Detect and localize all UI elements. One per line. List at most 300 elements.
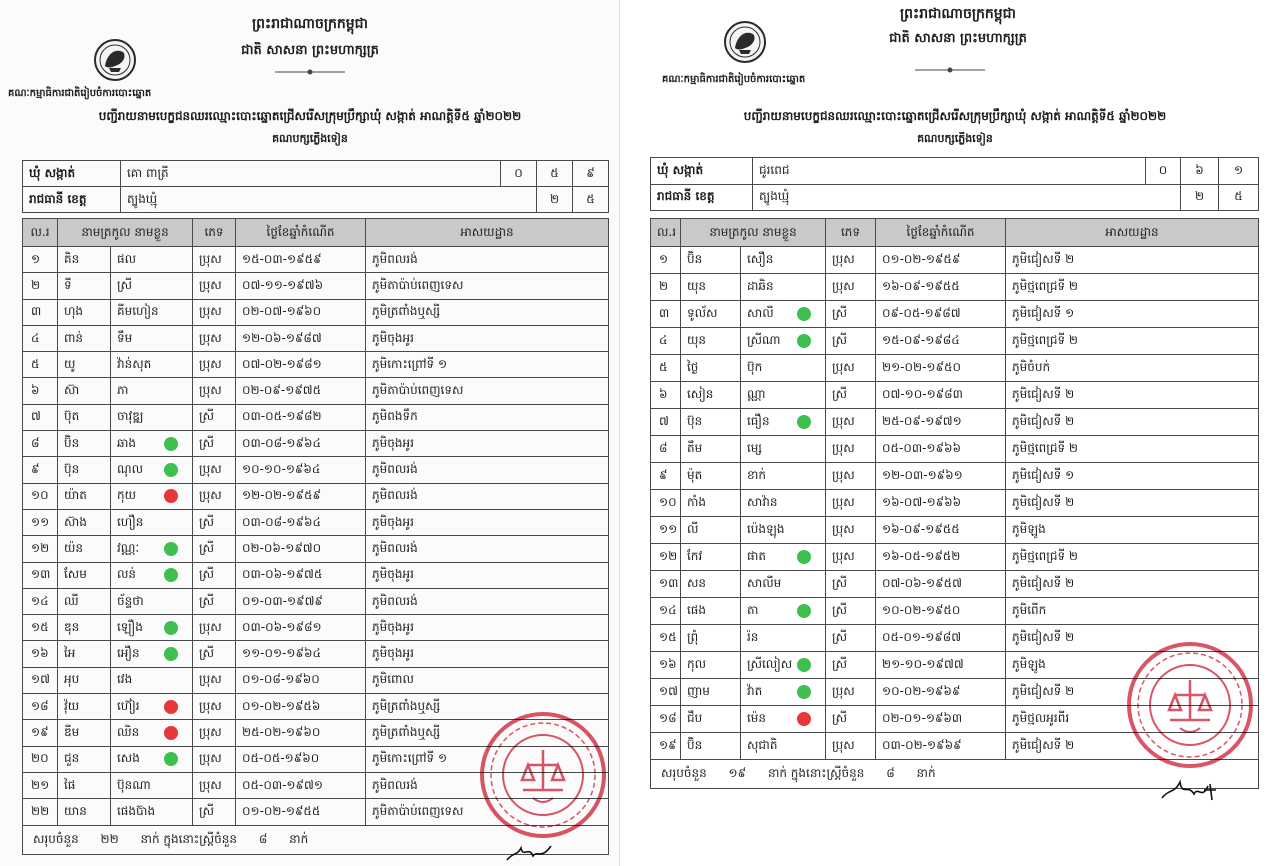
no-text: ៤ (31, 330, 40, 345)
table-row (23, 772, 609, 798)
cell-sex (193, 273, 236, 299)
green-status-dot (797, 685, 811, 699)
address-text: ភូមិចុងអូរ (372, 514, 414, 529)
cell-given (111, 325, 193, 351)
cell-no (23, 772, 58, 798)
sex-text: ស្រី (832, 630, 847, 644)
province-row (23, 187, 609, 213)
summary-women: ៨ (258, 831, 268, 846)
cell-dob (236, 325, 366, 351)
cell-dob (876, 382, 1006, 409)
header-divider (915, 66, 985, 74)
commune-code-digit: ៦ (1181, 158, 1219, 185)
address-text: ភូមិថ្មលអូរពីរ (1012, 711, 1070, 725)
red-status-dot (164, 700, 178, 714)
cell-sex (193, 483, 236, 509)
province-label: រាជធានី ខេត្ត (23, 187, 121, 213)
cell-dob (236, 799, 366, 825)
sex-text: ស្រី (199, 803, 214, 818)
cell-sex (193, 431, 236, 457)
dob-text: ០៣-០៦-១៩៨១ (242, 619, 322, 634)
summary-women: ៨ (886, 766, 895, 780)
cell-address (1006, 598, 1259, 625)
dob-text: ០២-០៩-១៩៧៥ (242, 383, 322, 398)
cell-address (1006, 625, 1259, 652)
surname-text: លី (687, 522, 699, 536)
cell-sex (193, 509, 236, 535)
given-text: ណ្ណា (747, 387, 766, 401)
dob-text: ០១-០៨-១៩៦០ (242, 672, 320, 687)
location-table (650, 157, 1259, 211)
surname-text: ប៊ុន (687, 414, 703, 428)
sex-text: ស្រី (832, 387, 847, 401)
surname-text: យ៉ន (64, 540, 84, 555)
address-text: ភូមិជៀសទី ២ (1012, 387, 1075, 401)
given-text: សឿន (747, 252, 774, 266)
surname-text: វ៉ុយ (64, 698, 80, 713)
address-text: ភូមិជៀសទី ២ (1012, 576, 1075, 590)
surname-text: ប៊ុត (64, 409, 80, 424)
dob-text: ០៣-០៦-១៩៧៥ (242, 567, 323, 582)
cell-surname (681, 598, 741, 625)
cell-address (1006, 679, 1259, 706)
cell-dob (876, 436, 1006, 463)
cell-given (111, 299, 193, 325)
given-text: ភា (117, 383, 129, 398)
given-text: វេង (117, 672, 133, 687)
surname-text: យូ (64, 356, 76, 371)
table-row (651, 328, 1259, 355)
dob-text: ០២-០៦-១៩៧០ (242, 540, 322, 555)
cell-given (111, 746, 193, 772)
table-row (651, 355, 1259, 382)
cell-surname (58, 378, 111, 404)
cell-no (23, 378, 58, 404)
sex-text: ប្រុស (832, 279, 855, 293)
sex-text: ស្រី (832, 603, 847, 617)
column-header-address: អាសយដ្ឋាន (1006, 219, 1259, 247)
no-text: ១២ (659, 549, 678, 563)
cell-sex (826, 544, 876, 571)
dob-text: ០៣-០៨-១៩៦៤ (242, 514, 321, 529)
candidate-list-page-left (0, 0, 620, 866)
table-row (23, 431, 609, 457)
summary-unit: នាក់ (916, 766, 936, 780)
column-header-name: នាមត្រកូល នាមខ្លួន (58, 219, 193, 247)
given-text: សាលីម (747, 576, 782, 590)
cell-dob (236, 509, 366, 535)
cell-given (111, 562, 193, 588)
cell-sex (193, 588, 236, 614)
cell-dob (876, 490, 1006, 517)
cell-dob (876, 355, 1006, 382)
cell-sex (193, 615, 236, 641)
sex-text: ប្រុស (199, 777, 222, 792)
cell-given (741, 706, 826, 733)
cell-sex (826, 409, 876, 436)
given-text: ផាត (747, 549, 767, 563)
sex-text: ស្រី (199, 435, 214, 450)
given-text: វ៉ាន់សុត (117, 356, 152, 371)
address-text: ភូមិជៀសទី ២ (1012, 684, 1075, 698)
cell-address (1006, 328, 1259, 355)
column-header-dob: ថ្ងៃខែឆ្នាំកំណើត (236, 219, 366, 247)
surname-text: ពាន់ (64, 330, 84, 345)
green-status-dot (797, 334, 811, 348)
cell-sex (826, 328, 876, 355)
cell-address (366, 273, 609, 299)
address-text: ភូមិចុងអូរ (372, 646, 414, 661)
cell-dob (876, 517, 1006, 544)
surname-text: កុល (687, 657, 707, 671)
cell-surname (58, 720, 111, 746)
given-text: តា (747, 603, 759, 617)
sex-text: ប្រុស (199, 751, 222, 766)
surname-text: ឌីម (64, 724, 80, 739)
address-text: ភូមិត្រពាំងឬស្សី (372, 724, 441, 739)
green-status-dot (164, 437, 178, 451)
table-row (651, 409, 1259, 436)
sex-text: ស្រី (832, 306, 847, 320)
no-text: ១៨ (659, 711, 677, 725)
no-text: ៧ (31, 409, 41, 424)
cell-surname (58, 457, 111, 483)
province-value: ត្បូងឃ្មុំ (121, 187, 537, 213)
cell-no (23, 694, 58, 720)
province-code-digit: ៥ (573, 187, 609, 213)
address-text: ភូមិថ្មពេជ្រទី ២ (1012, 279, 1078, 293)
cell-no (651, 301, 681, 328)
summary-cell (23, 825, 609, 854)
cell-given (741, 382, 826, 409)
cell-sex (193, 404, 236, 430)
green-status-dot (797, 658, 811, 672)
dob-text: ១៥-០៩-១៩៨៤ (882, 333, 960, 347)
party-name: គណបក្សភ្លើងទៀន (917, 132, 993, 145)
cell-dob (876, 652, 1006, 679)
no-text: ១០ (31, 488, 49, 503)
table-row (651, 625, 1259, 652)
no-text: ២ (659, 279, 669, 293)
cell-given (111, 588, 193, 614)
cell-given (111, 352, 193, 378)
cell-no (23, 404, 58, 430)
sex-text: ប្រុស (199, 698, 222, 713)
cell-given (111, 509, 193, 535)
sex-text: ប្រុស (199, 462, 222, 477)
address-text: ភូមិចុងអូរ (372, 567, 414, 582)
column-header-no: ល.រ (651, 219, 681, 247)
committee-name: គណៈកម្មាធិការជាតិរៀបចំការបោះឆ្នោត (8, 88, 152, 99)
cell-dob (236, 641, 366, 667)
table-row (23, 457, 609, 483)
dob-text: ១៦-០៩-១៩៥៥ (882, 279, 960, 293)
address-text: ភូមិជៀសទី ២ (1012, 414, 1075, 428)
dob-text: ០២-០១-១៩៦៣ (882, 711, 963, 725)
cell-surname (681, 679, 741, 706)
cell-surname (681, 301, 741, 328)
address-text: ភូមិពើក (1012, 603, 1047, 617)
table-row (23, 641, 609, 667)
candidate-table-body (651, 247, 1259, 760)
sex-text: ស្រី (199, 646, 214, 661)
green-status-dot (797, 415, 811, 429)
given-text: ម៉េន (747, 711, 767, 725)
no-text: ១៤ (31, 593, 49, 608)
column-header-name: នាមត្រកូល នាមខ្លួន (681, 219, 826, 247)
address-text: ភូមិត្រពាំងឬស្សី (372, 698, 441, 713)
no-text: ៩ (659, 468, 668, 482)
address-text: ភូមិជៀសទី ២ (1012, 738, 1075, 752)
given-text: កុយ (117, 488, 137, 503)
cell-no (23, 588, 58, 614)
green-status-dot (797, 550, 811, 564)
given-text: លន់ (117, 567, 137, 582)
table-row (23, 562, 609, 588)
table-row (651, 571, 1259, 598)
cell-given (741, 571, 826, 598)
cell-sex (193, 247, 236, 273)
cell-dob (236, 378, 366, 404)
no-text: ១១ (659, 522, 678, 536)
surname-text: ប៊ិន (64, 435, 80, 450)
no-text: ១៥ (31, 619, 49, 634)
cell-dob (236, 299, 366, 325)
cell-dob (236, 694, 366, 720)
cell-no (23, 720, 58, 746)
cell-no (23, 746, 58, 772)
cell-surname (681, 517, 741, 544)
address-text: ភូមិឡូង (1012, 522, 1046, 536)
address-text: ភូមិពងទឹក (372, 409, 418, 424)
sex-text: ស្រី (199, 409, 214, 424)
no-text: ១៩ (659, 738, 677, 752)
summary-row (651, 760, 1259, 789)
cell-no (651, 355, 681, 382)
cell-no (23, 352, 58, 378)
table-row (23, 273, 609, 299)
cell-given (741, 652, 826, 679)
dob-text: ០១-០២-១៩៥៩ (882, 252, 961, 266)
cell-address (366, 746, 609, 772)
cell-address (1006, 463, 1259, 490)
province-label: រាជធានី ខេត្ត (651, 184, 753, 211)
commune-value: ជូរពេជ (753, 158, 1146, 185)
dob-text: ០៣-០៥-១៩៨២ (242, 409, 322, 424)
no-text: ៩ (31, 462, 40, 477)
cell-no (651, 247, 681, 274)
cell-no (23, 562, 58, 588)
table-row (651, 490, 1259, 517)
cell-address (366, 667, 609, 693)
dob-text: ១២-០៣-១៩៦១ (882, 468, 963, 482)
table-row (23, 720, 609, 746)
document-title: បញ្ជីរាយនាមបេក្ខជនឈរឈ្មោះបោះឆ្នោតជ្រើសរើសក្រុមប្រឹក្សាឃុំ សង្កាត់ អាណត្តិទី៥ ឆ្នាំ២០២២ (743, 109, 1167, 123)
cell-given (111, 404, 193, 430)
dob-text: ០៣-០២-១៩៦៩ (882, 738, 962, 752)
cell-no (651, 382, 681, 409)
given-text: សាលី (747, 306, 774, 320)
cell-address (1006, 247, 1259, 274)
cell-address (366, 352, 609, 378)
dob-text: ២១-១០-១៩៧៧ (882, 657, 964, 671)
dob-text: ០៩-០៥-១៩៨៧ (882, 306, 961, 320)
no-text: ២០ (31, 751, 49, 766)
table-row (23, 247, 609, 273)
column-header-sex: ភេទ (193, 219, 236, 247)
given-text: ខាក់ (747, 468, 767, 482)
cell-sex (826, 247, 876, 274)
cell-surname (58, 536, 111, 562)
table-row (651, 652, 1259, 679)
no-text: ២១ (31, 777, 50, 792)
green-status-dot (164, 463, 178, 477)
given-text: ប៊ុនណា (117, 777, 151, 792)
cell-surname (681, 652, 741, 679)
surname-text: យ៉ាត (64, 488, 87, 503)
kingdom-heading: ព្រះរាជាណាចក្រកម្ពុជា (251, 16, 368, 32)
location-table (22, 160, 609, 213)
cell-dob (236, 746, 366, 772)
cell-given (741, 544, 826, 571)
summary-row (23, 825, 609, 854)
cell-dob (876, 247, 1006, 274)
cell-no (651, 409, 681, 436)
given-text: ឈិន (117, 724, 140, 739)
commune-value: គោ ពាត្រី (121, 161, 501, 187)
table-row (651, 679, 1259, 706)
given-text: ស្រីលៀស (747, 657, 793, 671)
cell-given (111, 483, 193, 509)
cell-no (651, 679, 681, 706)
motto-heading: ជាតិ សាសនា ព្រះមហាក្សត្រ (889, 31, 1027, 46)
cell-no (23, 536, 58, 562)
cell-surname (58, 799, 111, 825)
dob-text: ១៦-០៩-១៩៥៥ (882, 522, 960, 536)
province-code-digit: ២ (537, 187, 573, 213)
cell-address (366, 694, 609, 720)
cell-sex (826, 679, 876, 706)
commune-label: ឃុំ សង្កាត់ (23, 161, 121, 187)
commune-code-digit: ១ (1219, 158, 1259, 185)
no-text: ២២ (31, 803, 50, 818)
dob-text: ១៥-០៣-១៩៥៩ (242, 251, 322, 266)
surname-text: កាំង (687, 495, 707, 509)
address-text: ភូមិពលរង់ (372, 462, 418, 477)
cell-no (23, 325, 58, 351)
green-status-dot (797, 307, 811, 321)
cell-address (366, 431, 609, 457)
table-row (23, 694, 609, 720)
cell-dob (876, 571, 1006, 598)
cell-surname (681, 328, 741, 355)
dob-text: ១០-០២-១៩៥០ (882, 603, 961, 617)
table-row (651, 706, 1259, 733)
table-row (23, 746, 609, 772)
given-text: ម្សេ (747, 441, 762, 455)
cell-surname (681, 463, 741, 490)
cell-dob (236, 483, 366, 509)
table-row (651, 301, 1259, 328)
cell-address (1006, 652, 1259, 679)
candidate-list-page-right (630, 0, 1280, 866)
commune-code-digit: ០ (1146, 158, 1181, 185)
given-text: ផេងប៊ាង (117, 803, 156, 818)
cell-dob (876, 598, 1006, 625)
no-text: ៥ (31, 356, 40, 371)
cell-sex (826, 382, 876, 409)
address-text: ភូមិចុងអូរ (372, 435, 414, 450)
cell-sex (193, 536, 236, 562)
sex-text: ស្រី (832, 657, 847, 671)
sex-text: ប្រុស (832, 522, 855, 536)
cell-address (1006, 274, 1259, 301)
no-text: ១០ (659, 495, 677, 509)
document-title: បញ្ជីរាយនាមបេក្ខជនឈរឈ្មោះបោះឆ្នោតជ្រើសរើសក្រុមប្រឹក្សាឃុំ សង្កាត់ អាណត្តិទី៥ ឆ្នាំ២០២២ (98, 109, 522, 123)
cell-dob (876, 328, 1006, 355)
no-text: ៦ (659, 387, 668, 401)
address-text: ភូមិជៀសទី ១ (1012, 468, 1075, 482)
address-text: ភូមិពលរង់ (372, 593, 418, 608)
cell-given (741, 274, 826, 301)
cell-given (741, 463, 826, 490)
sex-text: ប្រុស (199, 304, 222, 319)
cell-sex (826, 355, 876, 382)
no-text: ៨ (31, 435, 40, 450)
green-status-dot (164, 621, 178, 635)
commune-code-digit: ០ (501, 161, 537, 187)
cell-address (1006, 382, 1259, 409)
cell-sex (193, 457, 236, 483)
table-row (651, 463, 1259, 490)
given-text: ទឹម (117, 330, 133, 345)
cell-surname (58, 273, 111, 299)
green-status-dot (164, 542, 178, 556)
dob-text: ០១-០៣-១៩៧៩ (242, 593, 323, 608)
cell-sex (826, 625, 876, 652)
surname-text: តឹម (687, 441, 703, 455)
no-text: ៣ (31, 304, 42, 319)
surname-text: យាន (64, 803, 87, 818)
cell-sex (826, 733, 876, 760)
cell-surname (58, 667, 111, 693)
cell-no (23, 299, 58, 325)
cell-address (366, 378, 609, 404)
cell-surname (681, 625, 741, 652)
cell-no (23, 667, 58, 693)
cell-sex (193, 562, 236, 588)
cell-surname (58, 615, 111, 641)
commune-label: ឃុំ សង្កាត់ (651, 158, 753, 185)
cell-given (111, 457, 193, 483)
cell-surname (58, 352, 111, 378)
cell-address (366, 588, 609, 614)
given-text: ធឿន (747, 414, 770, 428)
cell-dob (876, 409, 1006, 436)
surname-text: ឌុន (64, 619, 80, 634)
cell-sex (193, 772, 236, 798)
column-header-address: អាសយដ្ឋាន (366, 219, 609, 247)
cell-surname (58, 588, 111, 614)
cell-no (23, 483, 58, 509)
cell-no (651, 733, 681, 760)
dob-text: ០៧-០២-១៩៨១ (242, 356, 322, 371)
given-text: វណ្ណៈ (117, 540, 140, 555)
no-text: ១៤ (659, 603, 677, 617)
dob-text: ២១-០២-១៩៥០ (882, 360, 961, 374)
given-text: ដាឆិន (747, 279, 774, 293)
dob-text: ២៥-០២-១៩៦០ (242, 724, 321, 739)
